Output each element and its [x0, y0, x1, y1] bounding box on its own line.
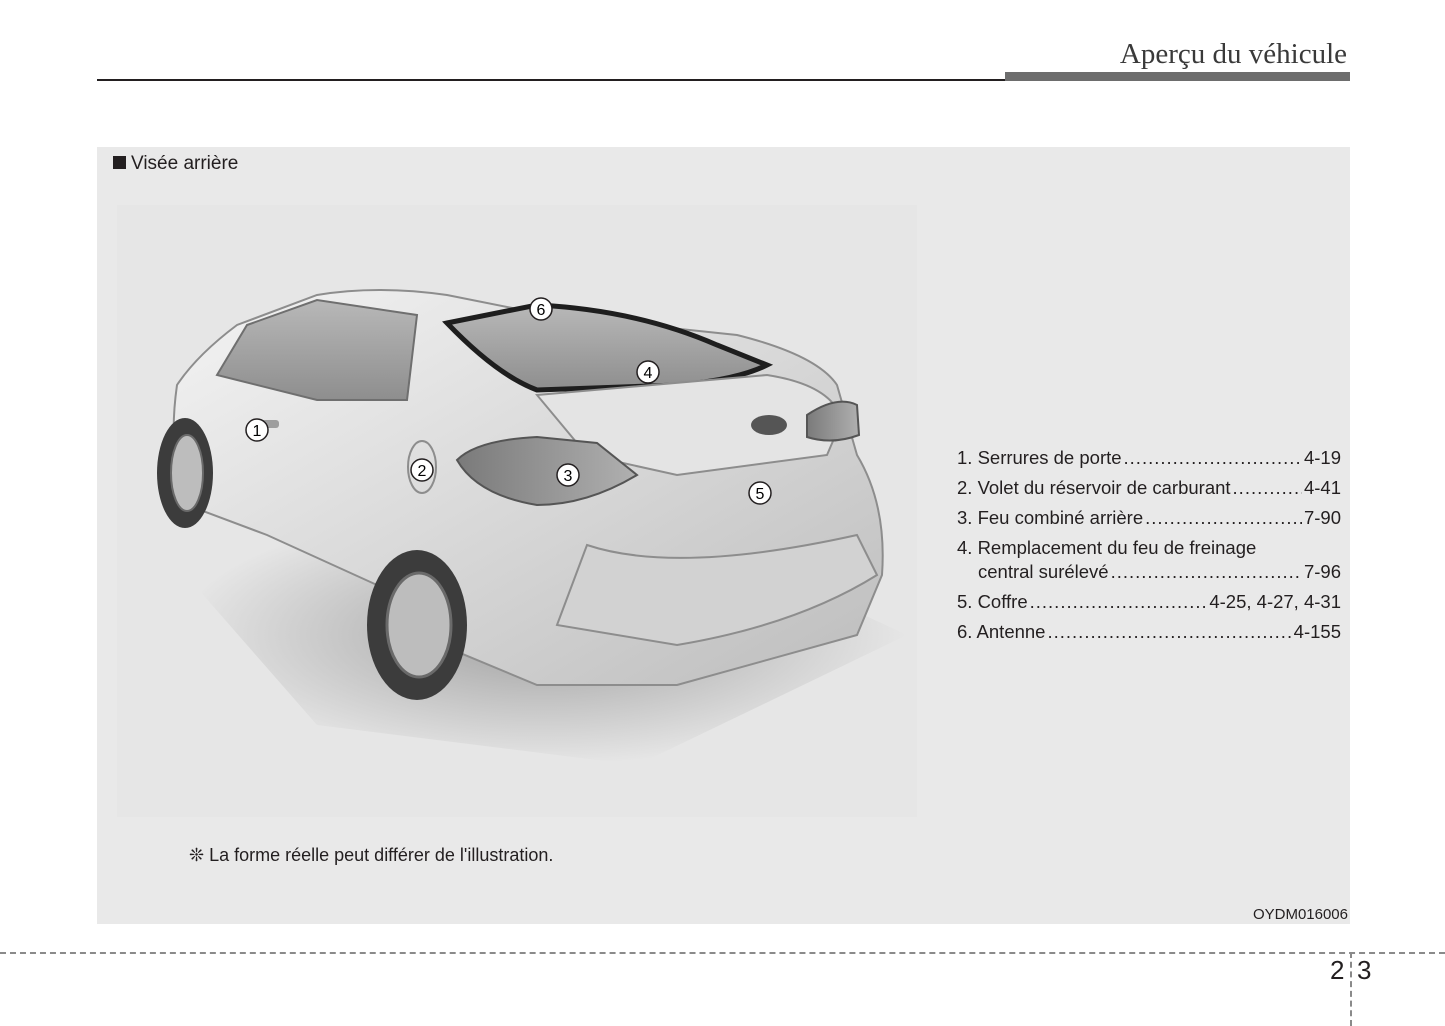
illustration-note: ❊ La forme réelle peut différer de l'illustration.: [189, 845, 554, 865]
illustration-panel: [97, 147, 1350, 924]
svg-text:5: 5: [755, 486, 765, 503]
section-title: [113, 153, 238, 175]
callout-2: [411, 459, 433, 481]
footer-divider: [0, 952, 1445, 954]
legend-label: 5. Coffre: [957, 591, 1028, 612]
legend-item: [957, 621, 1341, 651]
legend-label-continued: central surélevé: [978, 561, 1109, 582]
legend-item: [957, 477, 1341, 507]
legend-page-ref: 7-90: [1303, 507, 1341, 528]
car-rear-view-drawing: [117, 205, 917, 817]
legend-label: 4. Remplacement du feu de freinage: [957, 537, 1257, 558]
callout-5: [749, 482, 771, 504]
svg-text:3: 3: [563, 468, 573, 485]
kia-logo: [751, 415, 787, 435]
legend-label: 6. Antenne: [957, 621, 1046, 642]
legend-label: 1. Serrures de porte: [957, 447, 1122, 468]
legend-item: [957, 591, 1341, 621]
legend-item: [957, 507, 1341, 537]
header-accent-bar: [1005, 72, 1350, 81]
image-code: OYDM016006: [1252, 906, 1348, 923]
svg-text:1: 1: [252, 423, 262, 440]
header-rule: [97, 79, 1005, 81]
front-left-rim: [171, 435, 203, 511]
legend-label: 3. Feu combiné arrière: [957, 507, 1144, 528]
section-title-text: Visée arrière: [131, 153, 239, 174]
rear-left-rim: [387, 573, 451, 677]
legend-item: [957, 447, 1341, 477]
legend-page-ref: 4-155: [1293, 621, 1341, 642]
svg-text:2: 2: [417, 463, 427, 480]
legend-page-ref: 4-41: [1303, 477, 1341, 498]
legend-page-ref: 4-25, 4-27, 4-31: [1209, 591, 1341, 612]
legend-label: 2. Volet du réservoir de carburant: [957, 477, 1231, 498]
car-illustration: [117, 205, 917, 817]
legend-list: [957, 447, 1341, 651]
header-title: Aperçu du véhicule: [1119, 38, 1347, 70]
legend-page-ref: 4-19: [1303, 447, 1341, 468]
svg-text:6: 6: [536, 302, 546, 319]
callout-6: [530, 298, 552, 320]
callout-1: [246, 419, 268, 441]
callout-4: [637, 361, 659, 383]
callout-3: [557, 464, 579, 486]
svg-text:4: 4: [643, 365, 653, 382]
footer-page-separator: [1350, 952, 1352, 1026]
legend-item: [957, 537, 1341, 585]
legend-page-ref: 7-96: [1303, 561, 1341, 582]
square-bullet-icon: [113, 156, 126, 169]
page-number: 3: [1357, 955, 1372, 985]
chapter-number: 2: [1330, 955, 1345, 985]
